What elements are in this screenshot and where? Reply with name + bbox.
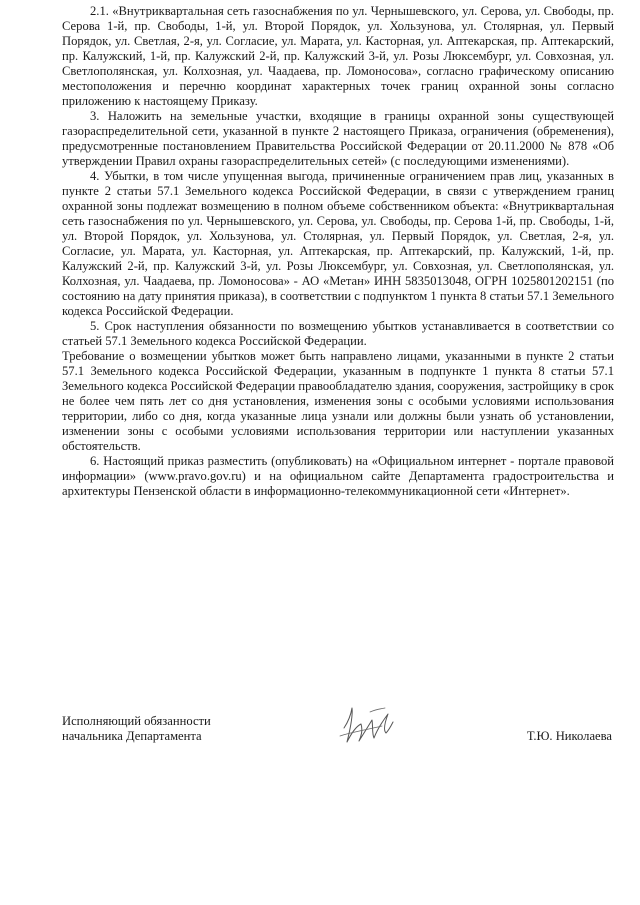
paragraph-2-1: 2.1. «Внутриквартальная сеть газоснабжения по ул. Чернышевского, ул. Серова, ул. Свободы, пр. Серова 1-й, пр. Свободы, 1-й, ул. Второй Порядок, ул. Хользунова, ул. Столярная, ул. Первый Порядок, ул. Светлая, 2-я, ул. Согласие, ул. Марата, ул. Касторная, ул. Аптекарская, пр. Аптекарский, пр. Калужский, 1-й, пр. Калужский 2-й, пр. Калужский 3-й, ул. Розы Люксембург, ул. Совхозная, ул. Светлополянская, ул. Колхозная, ул. Чаадаева, пр. Ломоносова», согласно графическому описанию местоположения и перечню координат характерных точек границ охранной зоны согласно приложению к настоящему Приказу. [62, 4, 614, 108]
signatory-title [62, 714, 211, 744]
handwritten-signature [330, 700, 400, 750]
paragraph-3: 3. Наложить на земельные участки, входящие в границы охранной зоны существующей газораспределительной сети, указанной в пункте 2 настоящего Приказа, ограничения (обременения), предусмотренные постановлением Правительства Российской Федерации от 20.11.2000 № 878 «Об утверждении Правил охраны газораспределительных сетей» (с последующими изменениями). [62, 109, 614, 168]
paragraph-4: 4. Убытки, в том числе упущенная выгода, причиненные ограничением прав лиц, указанных в пункте 2 статьи 57.1 Земельного кодекса Российской Федерации, в связи с утверждением границ охранной зоны подлежат возмещению в полном объеме собственником объекта: «Внутриквартальная сеть газоснабжения по ул. Чернышевского, ул. Серова, ул. Свободы, пр. Серова 1-й, пр. Свободы, 1-й, ул. Второй Порядок, ул. Хользунова, ул. Столярная, ул. Первый Порядок, ул. Светлая, 2-я, ул. Согласие, ул. Марата, ул. Касторная, ул. Аптекарская, пр. Аптекарский, пр. Калужский, 1-й, пр. Калужский 2-й, пр. Калужский 3-й, ул. Розы Люксембург, ул. Совхозная, ул. Светлополянская, ул. Колхозная, ул. Чаадаева, пр. Ломоносова» - АО «Метан» ИНН 5835013048, ОГРН 1025801202151 (по состоянию на дату принятия приказа), в соответствии с подпунктом 1 пункта 8 статьи 57.1 Земельного кодекса Российской Федерации. [62, 169, 614, 318]
paragraph-6: 6. Настоящий приказ разместить (опубликовать) на «Официальном интернет - портале правовой информации» (www.pravo.gov.ru) и на официальном сайте Департамента градостроительства и архитектуры Пензенской области в информационно-телекоммуникационной сети «Интернет». [62, 454, 614, 498]
signatory-title-line-2: начальника Департамента [62, 729, 202, 743]
document-body [62, 4, 614, 499]
paragraph-5: 5. Срок наступления обязанности по возмещению убытков устанавливается в соответствии со статьей 57.1 Земельного кодекса Российской Федерации. [62, 319, 614, 348]
signatory-title-line-1: Исполняющий обязанности [62, 714, 211, 728]
paragraph-5-claim: Требование о возмещении убытков может быть направлено лицами, указанными в пункте 2 статьи 57.1 Земельного кодекса Российской Федерации, указанным в подпункте 1 пункта 8 статьи 57.1 Земельного кодекса Российской Федерации правообладателю здания, сооружения, застройщику в срок не более чем пять лет со дня установления, изменения зоны с особыми условиями использования территории, либо со дня, когда указанные лица узнали или должны были узнать об установлении, изменении зоны с особыми условиями использования территории или наступлении указанных обстоятельств. [62, 349, 614, 453]
signatory-name: Т.Ю. Николаева [526, 729, 612, 743]
